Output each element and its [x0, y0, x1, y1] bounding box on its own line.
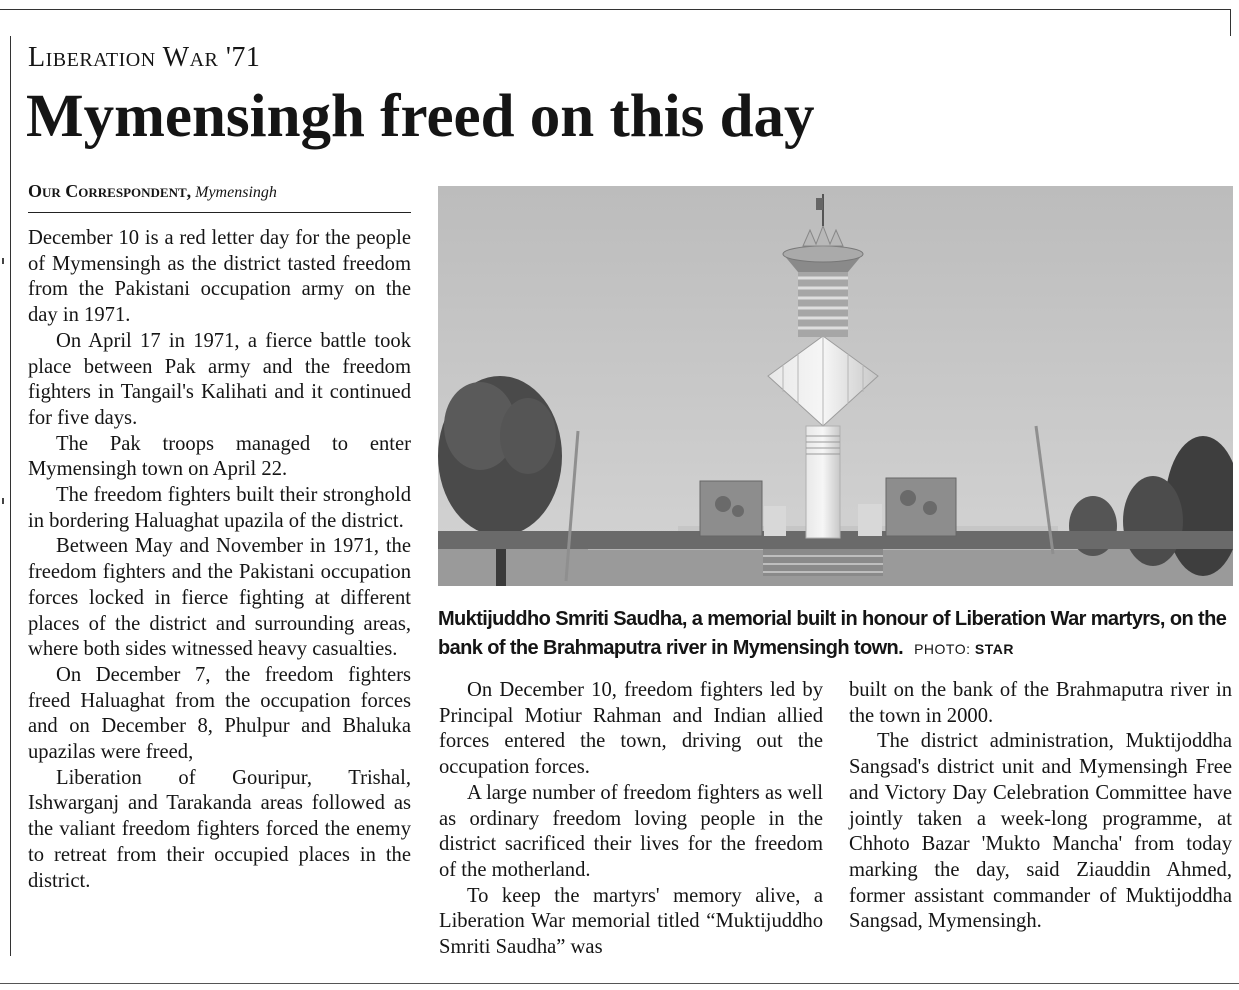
top-rule	[0, 9, 1231, 10]
article-paragraph: On April 17 in 1971, a fierce battle took place between Pak army and the freedom fighters in Tangail's Kalihati and it continued for five days.	[28, 329, 411, 429]
article-paragraph: The district administration, Muktijoddha Sangsad's district unit and Mymensingh Free and Victory Day Celebration Committee have jointly taken a week-long programme, at Chhoto Bazar 'Mukto Mancha' from today marking the day, said Ziauddin Ahmed, former assistant commander of Muktijoddha Sangsad, Mymensingh.	[849, 730, 1232, 933]
article-headline: Mymensingh freed on this day	[26, 83, 815, 150]
article-paragraph: The freedom fighters built their stronghold in bordering Haluaghat upazila of the district.	[28, 484, 411, 532]
photo-caption-text: Muktijuddho Smriti Saudha, a memorial built in honour of Liberation War martyrs, on the bank of the Brahmaputra river in Mymensingh town.	[438, 608, 1227, 659]
photo-credit-source: STAR	[974, 641, 1014, 657]
article-column-3	[849, 678, 1232, 935]
article-paragraph: built on the bank of the Brahmaputra river in the town in 2000.	[849, 679, 1232, 727]
article-paragraph: December 10 is a red letter day for the people of Mymensingh as the district tasted freedom from the Pakistani occupation army on the day in 1971.	[28, 227, 411, 327]
article-column-1	[28, 226, 411, 894]
article-paragraph: Liberation of Gouripur, Trishal, Ishwarganj and Tarakanda areas followed as the valiant freedom fighters forced the enemy to retreat from their occupied places in the district.	[28, 766, 411, 892]
photo-credit	[914, 641, 1014, 657]
photo-caption	[438, 605, 1233, 664]
article-paragraph: On December 10, freedom fighters led by Principal Motiur Rahman and Indian allied forces entered the town, driving out the occupation forces.	[439, 679, 823, 779]
margin-tick	[2, 498, 4, 504]
article-column-2	[439, 678, 823, 961]
byline-author: Our Correspondent,	[28, 181, 192, 201]
frame-left-edge	[10, 36, 11, 956]
photo-credit-label: PHOTO:	[914, 641, 971, 657]
article-paragraph: On December 7, the freedom fighters freed Haluaghat from the occupation forces and on December 8, Phulpur and Bhaluka upazilas were freed,	[28, 663, 411, 764]
byline-location: Mymensingh	[195, 184, 277, 201]
article-paragraph: The Pak troops managed to enter Mymensingh town on April 22.	[28, 432, 411, 481]
bottom-rule	[0, 983, 1239, 984]
byline-divider	[28, 212, 411, 213]
margin-tick	[2, 258, 4, 264]
frame-right-edge	[1230, 9, 1231, 36]
section-label: Liberation War '71	[28, 42, 261, 73]
byline	[28, 181, 277, 202]
article-paragraph: Between May and November in 1971, the freedom fighters and the Pakistani occupation forces locked in fierce fighting at different places of the district and surrounding areas, where both sides witnessed heavy casualties.	[28, 535, 411, 661]
article-paragraph: To keep the martyrs' memory alive, a Liberation War memorial titled “Muktijuddho Smriti Saudha” was	[439, 884, 823, 959]
memorial-photo	[438, 186, 1233, 586]
article-paragraph: A large number of freedom fighters as well as ordinary freedom loving people in the district sacrificed their lives for the freedom of the motherland.	[439, 781, 823, 881]
